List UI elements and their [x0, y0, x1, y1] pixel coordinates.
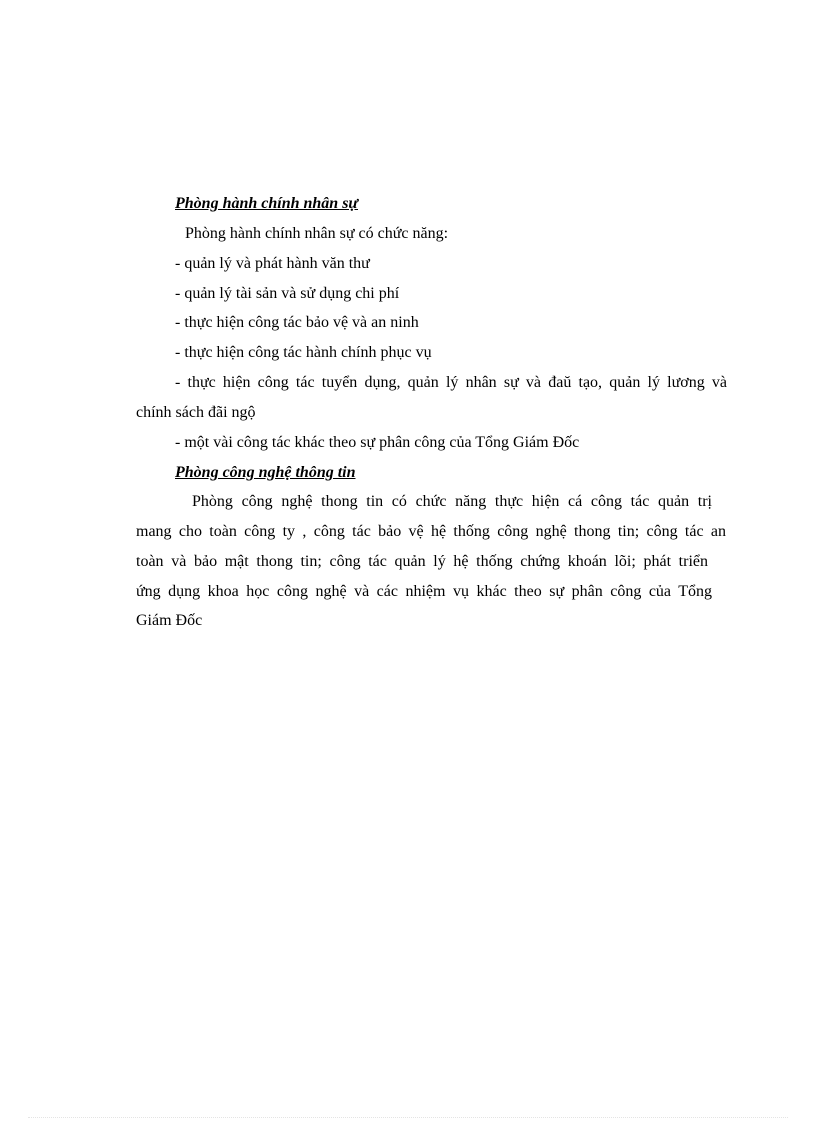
list-item: - thực hiện công tác bảo vệ và an ninh: [175, 314, 419, 331]
section-heading-hr: Phòng hành chính nhân sự: [175, 195, 359, 212]
paragraph-line: mang cho toàn công ty , công tác bảo vệ hệ thống công nghệ thong tin; công tác an: [136, 523, 726, 540]
section-intro: Phòng hành chính nhân sự có chức năng:: [185, 225, 449, 242]
paragraph-line: toàn và bảo mật thong tin; công tác quản lý hệ thống chứng khoán lõi; phát triển: [136, 553, 708, 570]
list-item: - quản lý và phát hành văn thư: [175, 255, 370, 272]
list-item: - một vài công tác khác theo sự phân công của Tổng Giám Đốc: [175, 434, 580, 451]
paragraph-line: Phòng công nghệ thong tin có chức năng thực hiện cá công tác quản trị: [192, 493, 712, 510]
paragraph-line: ứng dụng khoa học công nghệ và các nhiệm vụ khác theo sự phân công của Tổng: [136, 583, 712, 600]
list-item: - thực hiện công tác tuyển dụng, quản lý nhân sự và đaŭ tạo, quản lý lương và: [175, 374, 727, 391]
list-item-continuation: chính sách đãi ngộ: [136, 404, 256, 421]
page-bottom-divider: [28, 1117, 788, 1118]
list-item: - thực hiện công tác hành chính phục vụ: [175, 344, 432, 361]
section-heading-it: Phòng công nghệ thông tin: [175, 464, 356, 481]
list-item: - quản lý tài sản và sử dụng chi phí: [175, 285, 400, 302]
paragraph-line: Giám Đốc: [136, 612, 203, 629]
